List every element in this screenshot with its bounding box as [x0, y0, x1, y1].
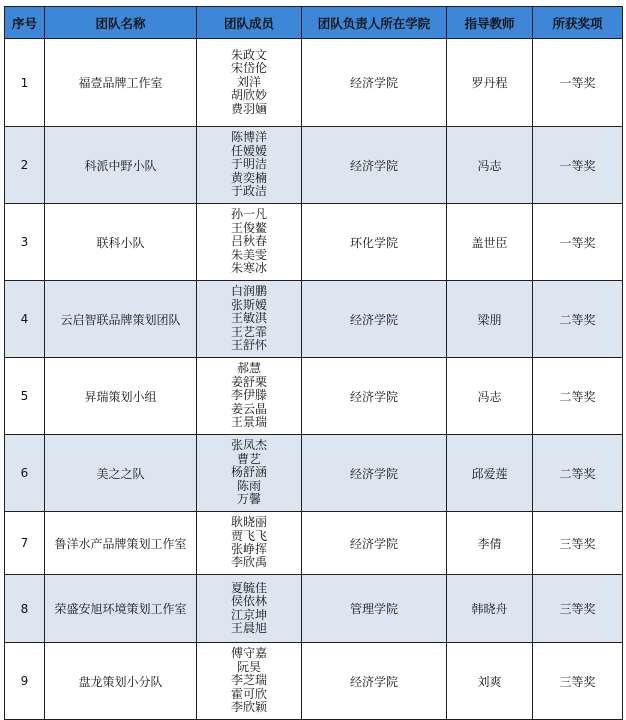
cell-advisor: 韩晓舟 [447, 575, 533, 643]
table-row [5, 127, 623, 204]
member-name: 白润鹏 [230, 284, 267, 299]
cell-team-members [197, 435, 302, 512]
cell-advisor: 盖世臣 [447, 204, 533, 281]
cell-team-name: 科派中野小队 [45, 127, 197, 204]
member-name: 江京坤 [230, 607, 267, 622]
cell-team-name: 鲁洋水产品牌策划工作室 [45, 512, 197, 575]
cell-index: 8 [5, 575, 45, 643]
cell-index: 1 [5, 39, 45, 127]
member-name: 李欣禹 [230, 555, 267, 570]
cell-leader-college: 经济学院 [302, 643, 447, 720]
member-name: 张凤杰 [230, 438, 267, 453]
member-name: 郝慧 [236, 361, 261, 376]
awards-table-container [4, 6, 623, 720]
cell-award: 三等奖 [533, 512, 623, 575]
table-row [5, 575, 623, 643]
member-name: 李芝瑞 [230, 673, 267, 688]
cell-team-members [197, 358, 302, 435]
member-name: 张峥挥 [230, 542, 267, 556]
cell-award: 一等奖 [533, 39, 623, 127]
cell-team-members [197, 39, 302, 127]
member-name: 耿晓丽 [230, 515, 267, 530]
cell-team-members [197, 512, 302, 575]
member-name: 傅守嘉 [230, 646, 267, 661]
header-team-members: 团队成员 [197, 7, 302, 39]
table-row [5, 204, 623, 281]
member-name: 费羽婳 [230, 101, 267, 116]
header-index: 序号 [5, 7, 45, 39]
cell-index: 3 [5, 204, 45, 281]
member-name: 陈博洋 [230, 130, 267, 145]
cell-advisor: 邱爱莲 [447, 435, 533, 512]
member-name: 王晨旭 [230, 620, 267, 635]
member-name: 宋岱伦 [230, 61, 267, 76]
member-name: 胡欣妙 [230, 88, 267, 103]
member-name: 朱政文 [230, 47, 267, 62]
member-name: 王舒怀 [230, 338, 267, 353]
cell-index: 5 [5, 358, 45, 435]
member-name: 于政洁 [230, 184, 267, 199]
member-name: 姜舒栗 [230, 374, 267, 389]
cell-team-members [197, 643, 302, 720]
cell-team-members [197, 575, 302, 643]
table-row [5, 643, 623, 720]
awards-table [4, 6, 623, 720]
cell-award: 二等奖 [533, 435, 623, 512]
table-body [5, 39, 623, 720]
header-advisor: 指导教师 [447, 7, 533, 39]
cell-advisor: 冯志 [447, 127, 533, 204]
cell-index: 9 [5, 643, 45, 720]
member-name: 李伊滕 [230, 388, 267, 403]
table-header-row [5, 7, 623, 39]
cell-team-members [197, 204, 302, 281]
member-name: 霍可欣 [230, 686, 267, 701]
cell-leader-college: 经济学院 [302, 358, 447, 435]
cell-award: 二等奖 [533, 281, 623, 358]
cell-award: 二等奖 [533, 358, 623, 435]
member-name: 姜云晶 [230, 401, 267, 416]
cell-team-name: 昇瑞策划小组 [45, 358, 197, 435]
cell-advisor: 冯志 [447, 358, 533, 435]
table-row [5, 39, 623, 127]
member-name: 万馨 [236, 492, 261, 507]
member-name: 阮昊 [236, 659, 261, 674]
cell-award: 三等奖 [533, 575, 623, 643]
cell-advisor: 罗丹程 [447, 39, 533, 127]
cell-team-name: 美之之队 [45, 435, 197, 512]
cell-team-name: 云启智联品牌策划团队 [45, 281, 197, 358]
cell-leader-college: 经济学院 [302, 39, 447, 127]
member-name: 任嫒嫒 [230, 143, 267, 158]
cell-leader-college: 环化学院 [302, 204, 447, 281]
cell-team-name: 联科小队 [45, 204, 197, 281]
member-name: 黄奕楠 [230, 170, 267, 185]
member-name: 侯依林 [230, 594, 267, 609]
member-name: 王景瑞 [230, 415, 267, 430]
member-name: 王艺霏 [230, 324, 267, 339]
cell-team-name: 荣盛安旭环境策划工作室 [45, 575, 197, 643]
header-team-name: 团队名称 [45, 7, 197, 39]
member-name: 朱寒冰 [230, 261, 267, 276]
cell-team-members [197, 127, 302, 204]
cell-advisor: 刘爽 [447, 643, 533, 720]
header-award: 所获奖项 [533, 7, 623, 39]
member-name: 于明洁 [230, 157, 267, 172]
cell-team-name: 盘龙策划小分队 [45, 643, 197, 720]
cell-leader-college: 经济学院 [302, 435, 447, 512]
member-name: 李欣颖 [230, 700, 267, 715]
table-row [5, 512, 623, 575]
table-row [5, 435, 623, 512]
member-name: 刘洋 [236, 74, 261, 89]
member-name: 朱美雯 [230, 247, 267, 262]
table-row [5, 358, 623, 435]
member-name: 杨舒涵 [230, 465, 267, 480]
member-name: 吕秋春 [230, 234, 267, 249]
cell-award: 一等奖 [533, 127, 623, 204]
cell-leader-college: 经济学院 [302, 512, 447, 575]
header-leader-college: 团队负责人所在学院 [302, 7, 447, 39]
member-name: 陈雨 [236, 478, 261, 493]
cell-leader-college: 管理学院 [302, 575, 447, 643]
cell-team-members [197, 281, 302, 358]
cell-team-name: 福壹品牌工作室 [45, 39, 197, 127]
cell-index: 6 [5, 435, 45, 512]
cell-leader-college: 经济学院 [302, 281, 447, 358]
member-name: 张斯嫒 [230, 297, 267, 312]
cell-award: 一等奖 [533, 204, 623, 281]
member-name: 曹艺 [236, 451, 261, 466]
cell-index: 4 [5, 281, 45, 358]
table-row [5, 281, 623, 358]
cell-advisor: 李倩 [447, 512, 533, 575]
cell-index: 7 [5, 512, 45, 575]
member-name: 孙一凡 [230, 207, 267, 222]
member-name: 贾飞飞 [230, 528, 267, 543]
member-name: 夏毓佳 [230, 580, 267, 595]
cell-leader-college: 经济学院 [302, 127, 447, 204]
cell-index: 2 [5, 127, 45, 204]
member-name: 王敏淇 [230, 311, 267, 326]
member-name: 王俊鳌 [230, 220, 267, 235]
cell-advisor: 梁朋 [447, 281, 533, 358]
cell-award: 三等奖 [533, 643, 623, 720]
